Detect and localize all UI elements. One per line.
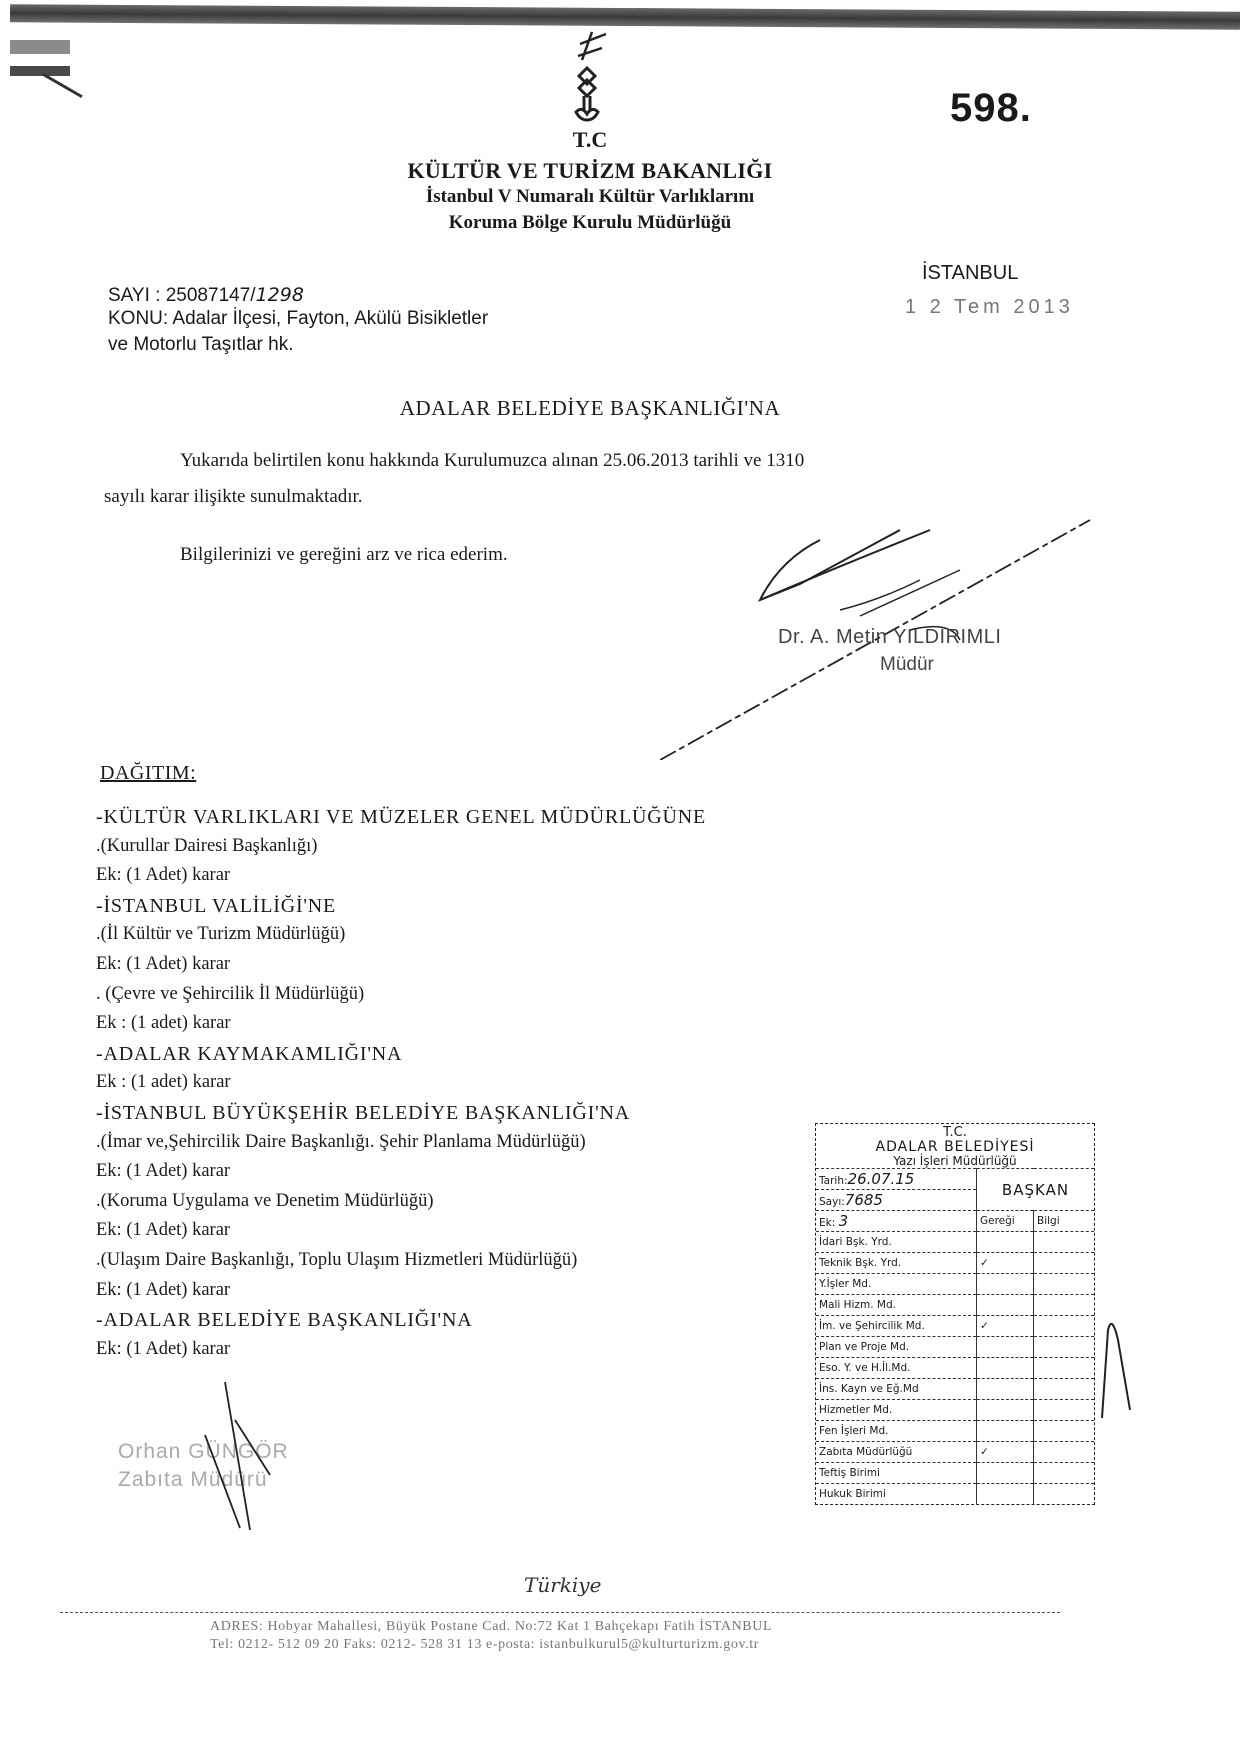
distribution-recipient: -KÜLTÜR VARLIKLARI VE MÜZELER GENEL MÜDÜRLÜĞÜNE xyxy=(96,806,706,828)
stamp-row xyxy=(816,1232,1094,1253)
scan-edge-artifact xyxy=(10,4,1240,30)
konu-label: KONU: xyxy=(108,308,169,329)
addressee: ADALAR BELEDİYE BAŞKANLIĞI'NA xyxy=(399,396,781,420)
stamp-row xyxy=(816,1379,1094,1400)
stamp-row-check xyxy=(977,1337,1034,1358)
ministry-title: KÜLTÜR VE TURİZM BAKANLIĞI xyxy=(407,158,773,183)
stamp-table xyxy=(816,1168,1094,1504)
stamp-row-check: ✓ xyxy=(977,1442,1034,1463)
stamp-row-check xyxy=(977,1400,1034,1421)
stamp-tarih: Tarih:26.07.15 xyxy=(816,1169,977,1190)
scan-mark xyxy=(10,66,70,76)
stamp-col-geregi: Gereği xyxy=(977,1211,1034,1232)
scan-mark xyxy=(42,73,82,98)
stamp-row-info xyxy=(1034,1295,1095,1316)
page-number-stamp: 598. xyxy=(950,86,1032,130)
stamp-row-info xyxy=(1034,1253,1095,1274)
sayi-label: SAYI : xyxy=(108,285,161,306)
stamp-row-info xyxy=(1034,1400,1095,1421)
stamp-row-info xyxy=(1034,1358,1095,1379)
stamp-sayi: Sayı:7685 xyxy=(816,1190,977,1211)
distribution-detail: .(İmar ve,Şehircilik Daire Başkanlığı. Şehir Planlama Müdürlüğü) xyxy=(96,1131,586,1152)
footer-phone-email: Tel: 0212- 512 09 20 Faks: 0212- 528 31 13 e-posta: istanbulkurul5@kulturturizm.gov.tr xyxy=(210,1637,760,1652)
stamp-ek: Ek: 3 xyxy=(816,1211,977,1232)
distribution-detail: Ek : (1 adet) karar xyxy=(96,1013,231,1034)
stamp-row xyxy=(816,1442,1094,1463)
konu-text-1: Adalar İlçesi, Fayton, Akülü Bisikletler xyxy=(172,308,489,329)
body-paragraph-2: Bilgilerinizi ve gereğini arz ve rica ederim. xyxy=(180,544,508,565)
stamp-row-check xyxy=(977,1274,1034,1295)
stamp-row-label: Mali Hizm. Md. xyxy=(816,1295,977,1316)
stamp-row-label: Plan ve Proje Md. xyxy=(816,1337,977,1358)
stamp-row xyxy=(816,1337,1094,1358)
stamp-row-label: Hukuk Birimi xyxy=(816,1484,977,1505)
stamp-row-check xyxy=(977,1463,1034,1484)
distribution-list xyxy=(96,806,856,1368)
distribution-detail: Ek : (1 adet) karar xyxy=(96,1072,231,1093)
stamp-row-check xyxy=(977,1358,1034,1379)
stamp-row-info xyxy=(1034,1316,1095,1337)
registry-stamp xyxy=(815,1123,1095,1505)
stamp-row-info xyxy=(1034,1232,1095,1253)
stamp-row xyxy=(816,1253,1094,1274)
signatory-title: Müdür xyxy=(880,654,934,675)
stamp-row xyxy=(816,1316,1094,1337)
ministry-subtitle-2: Koruma Bölge Kurulu Müdürlüğü xyxy=(448,212,732,233)
distribution-recipient: -İSTANBUL VALİLİĞİ'NE xyxy=(96,894,337,917)
stamp-row-info xyxy=(1034,1484,1095,1505)
stamp-row-label: Eso. Y. ve H.İl.Md. xyxy=(816,1358,977,1379)
stamp-baskan: BAŞKAN xyxy=(977,1169,1095,1211)
stamp-row xyxy=(816,1421,1094,1442)
stamp-row-check xyxy=(977,1295,1034,1316)
stamp-row-label: İm. ve Şehircilik Md. xyxy=(816,1316,977,1337)
stamp-row-info xyxy=(1034,1463,1095,1484)
turkiye-logo: Türkiye xyxy=(524,1573,602,1597)
stamp-row-info xyxy=(1034,1274,1095,1295)
body-paragraph-1-line-2: sayılı karar ilişikte sunulmaktadır. xyxy=(104,486,363,507)
stamp-row-check xyxy=(977,1379,1034,1400)
stamp-row-info xyxy=(1034,1337,1095,1358)
stamp-row-label: Fen İşleri Md. xyxy=(816,1421,977,1442)
sayi-handwritten: 1298 xyxy=(255,284,304,306)
distribution-detail: Ek: (1 Adet) karar xyxy=(96,865,231,886)
signatory-name: Dr. A. Metin YILDIRIMLI xyxy=(778,626,1002,648)
distribution-recipient: -İSTANBUL BÜYÜKŞEHİR BELEDİYE BAŞKANLIĞI'NA xyxy=(96,1101,630,1124)
distribution-detail: . (Çevre ve Şehircilik İl Müdürlüğü) xyxy=(96,983,365,1004)
stamp-department: Yazı İşleri Müdürlüğü xyxy=(893,1154,1017,1168)
stamp-row-label: Hizmetler Md. xyxy=(816,1400,977,1421)
distribution-detail: .(İl Kültür ve Turizm Müdürlüğü) xyxy=(96,924,346,945)
stamp-row-label: Y.İşler Md. xyxy=(816,1274,977,1295)
stamp-municipality: ADALAR BELEDİYESİ xyxy=(875,1139,1035,1155)
stamp-row-check xyxy=(977,1232,1034,1253)
distribution-detail: Ek: (1 Adet) karar xyxy=(96,1161,231,1182)
stamp-tarih-value: 26.07.15 xyxy=(847,1170,915,1188)
stamp-sayi-value: 7685 xyxy=(844,1191,883,1209)
stamp-tc: T.C. xyxy=(943,1125,967,1140)
stamp-row-label: Teknik Bşk. Yrd. xyxy=(816,1253,977,1274)
date-stamp: 1 2 Tem 2013 xyxy=(905,296,1074,318)
stamp-row-info xyxy=(1034,1442,1095,1463)
sayi-value: 25087147/ xyxy=(165,285,256,306)
stamp-row-info xyxy=(1034,1379,1095,1400)
second-signatory-name: Orhan GÜNGÖR xyxy=(118,1440,289,1463)
stamp-row-check xyxy=(977,1421,1034,1442)
second-signatory-title: Zabıta Müdürü xyxy=(118,1468,268,1491)
stamp-row-check: ✓ xyxy=(977,1253,1034,1274)
margin-pen-mark xyxy=(1098,1310,1138,1420)
distribution-detail: Ek: (1 Adet) karar xyxy=(96,1279,231,1300)
konu-text-2: ve Motorlu Taşıtlar hk. xyxy=(108,334,294,355)
stamp-row xyxy=(816,1463,1094,1484)
footer-divider xyxy=(60,1612,1060,1613)
stamp-row-label: İns. Kayn ve Eğ.Md xyxy=(816,1379,977,1400)
ministry-emblem-logo xyxy=(562,30,612,126)
ministry-subtitle-1: İstanbul V Numaralı Kültür Varlıklarını xyxy=(425,186,755,207)
second-signature-drawing xyxy=(190,1380,290,1530)
body-paragraph-1-line-1: Yukarıda belirtilen konu hakkında Kurulumuzca alınan 25.06.2013 tarihli ve 1310 xyxy=(180,450,805,471)
stamp-row-label: Zabıta Müdürlüğü xyxy=(816,1442,977,1463)
stamp-ek-value: 3 xyxy=(838,1212,849,1230)
tc-label: T.C xyxy=(572,127,608,152)
stamp-row xyxy=(816,1274,1094,1295)
stamp-row-label: İdari Bşk. Yrd. xyxy=(816,1232,977,1253)
stamp-row xyxy=(816,1295,1094,1316)
distribution-recipient: -ADALAR KAYMAKAMLIĞI'NA xyxy=(96,1042,403,1065)
stamp-row-check: ✓ xyxy=(977,1316,1034,1337)
stamp-row-info xyxy=(1034,1421,1095,1442)
scan-mark xyxy=(10,40,70,54)
distribution-detail: Ek: (1 Adet) karar xyxy=(96,953,231,974)
stamp-col-bilgi: Bilgi xyxy=(1034,1211,1095,1232)
stamp-row-label: Teftiş Birimi xyxy=(816,1463,977,1484)
distribution-detail: .(Ulaşım Daire Başkanlığı, Toplu Ulaşım Hizmetleri Müdürlüğü) xyxy=(96,1249,578,1270)
city-label: İSTANBUL xyxy=(922,262,1019,284)
distribution-recipient: -ADALAR BELEDİYE BAŞKANLIĞI'NA xyxy=(96,1309,473,1332)
distribution-heading: DAĞITIM: xyxy=(100,762,197,784)
konu-line xyxy=(108,306,488,332)
stamp-row xyxy=(816,1400,1094,1421)
distribution-detail: .(Kurullar Dairesi Başkanlığı) xyxy=(96,835,318,856)
distribution-detail: Ek: (1 Adet) karar xyxy=(96,1338,231,1359)
footer-contact xyxy=(210,1618,1070,1654)
stamp-row xyxy=(816,1484,1094,1505)
stamp-row-check xyxy=(977,1484,1034,1505)
distribution-detail: Ek: (1 Adet) karar xyxy=(96,1220,231,1241)
footer-address: ADRES: Hobyar Mahallesi, Büyük Postane Cad. No:72 Kat 1 Bahçekapı Fatih İSTANBUL xyxy=(210,1619,773,1634)
distribution-detail: .(Koruma Uygulama ve Denetim Müdürlüğü) xyxy=(96,1190,434,1211)
sayi-line xyxy=(108,282,304,309)
stamp-row xyxy=(816,1358,1094,1379)
